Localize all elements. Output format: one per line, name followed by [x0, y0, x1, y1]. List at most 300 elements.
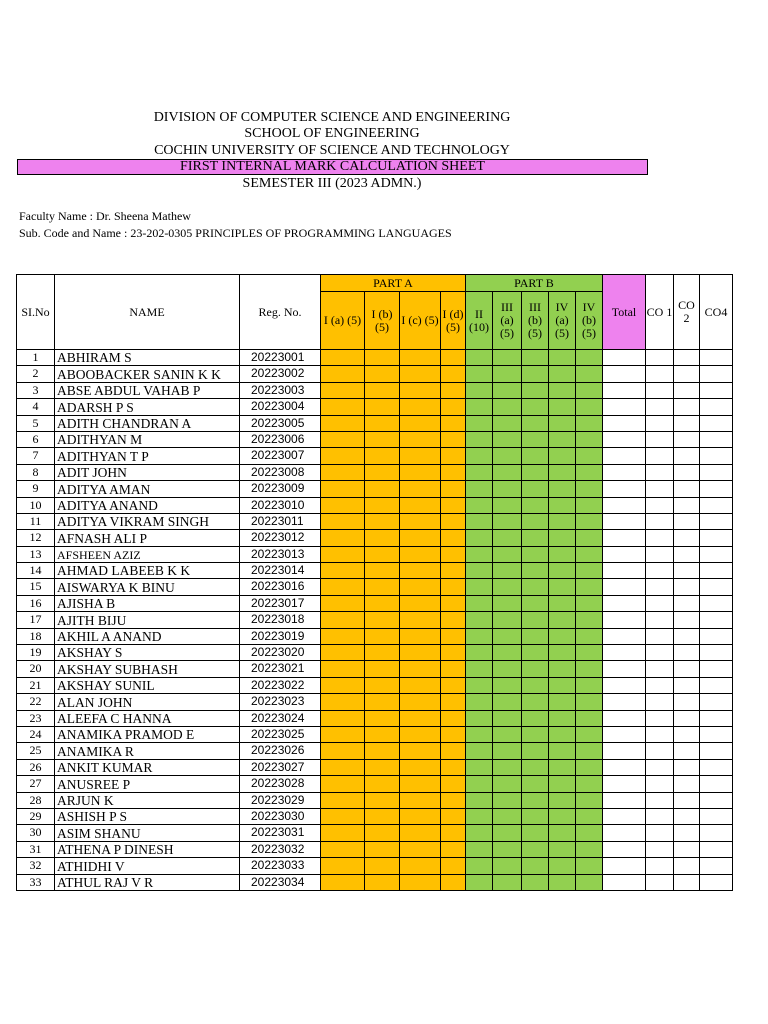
co4-cell[interactable] [700, 694, 733, 710]
part-a-mark-cell[interactable] [400, 464, 441, 480]
part-b-mark-cell[interactable] [493, 645, 522, 661]
part-b-mark-cell[interactable] [493, 776, 522, 792]
part-a-mark-cell[interactable] [400, 350, 441, 366]
part-b-mark-cell[interactable] [522, 677, 549, 693]
co1-cell[interactable] [646, 497, 674, 513]
part-a-mark-cell[interactable] [441, 726, 466, 742]
co1-cell[interactable] [646, 546, 674, 562]
part-b-mark-cell[interactable] [466, 382, 493, 398]
part-a-mark-cell[interactable] [400, 481, 441, 497]
part-b-mark-cell[interactable] [493, 694, 522, 710]
total-cell[interactable] [603, 399, 646, 415]
part-a-mark-cell[interactable] [365, 431, 400, 447]
part-a-mark-cell[interactable] [400, 563, 441, 579]
co2-cell[interactable] [674, 431, 700, 447]
co4-cell[interactable] [700, 431, 733, 447]
co1-cell[interactable] [646, 792, 674, 808]
part-a-mark-cell[interactable] [321, 841, 365, 857]
part-a-mark-cell[interactable] [321, 825, 365, 841]
total-cell[interactable] [603, 645, 646, 661]
total-cell[interactable] [603, 530, 646, 546]
part-b-mark-cell[interactable] [549, 563, 576, 579]
part-a-mark-cell[interactable] [400, 841, 441, 857]
part-b-mark-cell[interactable] [522, 776, 549, 792]
co2-cell[interactable] [674, 350, 700, 366]
co2-cell[interactable] [674, 612, 700, 628]
part-b-mark-cell[interactable] [493, 759, 522, 775]
part-b-mark-cell[interactable] [522, 464, 549, 480]
part-b-mark-cell[interactable] [549, 792, 576, 808]
part-b-mark-cell[interactable] [549, 464, 576, 480]
co1-cell[interactable] [646, 677, 674, 693]
co1-cell[interactable] [646, 743, 674, 759]
part-b-mark-cell[interactable] [549, 612, 576, 628]
co2-cell[interactable] [674, 858, 700, 874]
co4-cell[interactable] [700, 399, 733, 415]
part-a-mark-cell[interactable] [365, 399, 400, 415]
part-b-mark-cell[interactable] [493, 743, 522, 759]
part-b-mark-cell[interactable] [493, 612, 522, 628]
part-a-mark-cell[interactable] [400, 808, 441, 824]
part-b-mark-cell[interactable] [493, 530, 522, 546]
part-b-mark-cell[interactable] [493, 481, 522, 497]
co1-cell[interactable] [646, 694, 674, 710]
co2-cell[interactable] [674, 546, 700, 562]
co1-cell[interactable] [646, 808, 674, 824]
part-b-mark-cell[interactable] [466, 661, 493, 677]
part-b-mark-cell[interactable] [493, 841, 522, 857]
part-b-mark-cell[interactable] [549, 677, 576, 693]
part-b-mark-cell[interactable] [493, 431, 522, 447]
part-b-mark-cell[interactable] [549, 628, 576, 644]
part-a-mark-cell[interactable] [321, 874, 365, 890]
part-a-mark-cell[interactable] [321, 431, 365, 447]
part-b-mark-cell[interactable] [576, 726, 603, 742]
part-a-mark-cell[interactable] [400, 579, 441, 595]
part-a-mark-cell[interactable] [321, 563, 365, 579]
part-b-mark-cell[interactable] [493, 677, 522, 693]
part-a-mark-cell[interactable] [365, 841, 400, 857]
part-b-mark-cell[interactable] [493, 628, 522, 644]
part-a-mark-cell[interactable] [441, 530, 466, 546]
part-a-mark-cell[interactable] [441, 464, 466, 480]
part-a-mark-cell[interactable] [365, 513, 400, 529]
part-a-mark-cell[interactable] [400, 858, 441, 874]
part-b-mark-cell[interactable] [522, 579, 549, 595]
total-cell[interactable] [603, 366, 646, 382]
part-b-mark-cell[interactable] [493, 497, 522, 513]
part-a-mark-cell[interactable] [321, 382, 365, 398]
part-b-mark-cell[interactable] [549, 530, 576, 546]
part-b-mark-cell[interactable] [522, 825, 549, 841]
part-a-mark-cell[interactable] [400, 382, 441, 398]
part-a-mark-cell[interactable] [321, 579, 365, 595]
co2-cell[interactable] [674, 481, 700, 497]
part-b-mark-cell[interactable] [522, 628, 549, 644]
part-b-mark-cell[interactable] [549, 743, 576, 759]
part-b-mark-cell[interactable] [522, 366, 549, 382]
co1-cell[interactable] [646, 382, 674, 398]
total-cell[interactable] [603, 841, 646, 857]
part-b-mark-cell[interactable] [466, 595, 493, 611]
part-b-mark-cell[interactable] [522, 415, 549, 431]
part-b-mark-cell[interactable] [549, 595, 576, 611]
part-b-mark-cell[interactable] [522, 858, 549, 874]
part-b-mark-cell[interactable] [522, 546, 549, 562]
part-b-mark-cell[interactable] [522, 497, 549, 513]
co1-cell[interactable] [646, 431, 674, 447]
part-b-mark-cell[interactable] [493, 710, 522, 726]
part-a-mark-cell[interactable] [400, 628, 441, 644]
part-b-mark-cell[interactable] [493, 350, 522, 366]
part-b-mark-cell[interactable] [522, 350, 549, 366]
part-b-mark-cell[interactable] [493, 415, 522, 431]
part-a-mark-cell[interactable] [441, 415, 466, 431]
part-a-mark-cell[interactable] [441, 874, 466, 890]
part-b-mark-cell[interactable] [576, 481, 603, 497]
part-b-mark-cell[interactable] [576, 677, 603, 693]
part-b-mark-cell[interactable] [522, 612, 549, 628]
co4-cell[interactable] [700, 628, 733, 644]
co1-cell[interactable] [646, 481, 674, 497]
part-b-mark-cell[interactable] [522, 563, 549, 579]
part-b-mark-cell[interactable] [522, 530, 549, 546]
part-b-mark-cell[interactable] [493, 546, 522, 562]
part-b-mark-cell[interactable] [493, 808, 522, 824]
part-b-mark-cell[interactable] [466, 497, 493, 513]
part-a-mark-cell[interactable] [365, 546, 400, 562]
part-b-mark-cell[interactable] [522, 792, 549, 808]
part-b-mark-cell[interactable] [549, 825, 576, 841]
part-a-mark-cell[interactable] [321, 448, 365, 464]
part-b-mark-cell[interactable] [549, 513, 576, 529]
part-a-mark-cell[interactable] [365, 874, 400, 890]
part-a-mark-cell[interactable] [321, 366, 365, 382]
part-a-mark-cell[interactable] [365, 415, 400, 431]
part-a-mark-cell[interactable] [365, 464, 400, 480]
co2-cell[interactable] [674, 677, 700, 693]
part-a-mark-cell[interactable] [441, 513, 466, 529]
co4-cell[interactable] [700, 448, 733, 464]
part-b-mark-cell[interactable] [522, 448, 549, 464]
part-a-mark-cell[interactable] [365, 350, 400, 366]
part-a-mark-cell[interactable] [400, 759, 441, 775]
total-cell[interactable] [603, 546, 646, 562]
part-b-mark-cell[interactable] [466, 563, 493, 579]
part-a-mark-cell[interactable] [441, 350, 466, 366]
part-b-mark-cell[interactable] [466, 628, 493, 644]
co4-cell[interactable] [700, 513, 733, 529]
part-a-mark-cell[interactable] [441, 759, 466, 775]
co4-cell[interactable] [700, 497, 733, 513]
part-b-mark-cell[interactable] [576, 792, 603, 808]
co2-cell[interactable] [674, 808, 700, 824]
part-a-mark-cell[interactable] [400, 645, 441, 661]
part-a-mark-cell[interactable] [441, 628, 466, 644]
co2-cell[interactable] [674, 661, 700, 677]
part-a-mark-cell[interactable] [441, 612, 466, 628]
part-a-mark-cell[interactable] [400, 874, 441, 890]
co1-cell[interactable] [646, 825, 674, 841]
total-cell[interactable] [603, 415, 646, 431]
co1-cell[interactable] [646, 612, 674, 628]
part-a-mark-cell[interactable] [365, 595, 400, 611]
part-a-mark-cell[interactable] [400, 513, 441, 529]
part-a-mark-cell[interactable] [321, 808, 365, 824]
part-b-mark-cell[interactable] [549, 366, 576, 382]
co1-cell[interactable] [646, 858, 674, 874]
part-a-mark-cell[interactable] [441, 808, 466, 824]
part-b-mark-cell[interactable] [549, 431, 576, 447]
co2-cell[interactable] [674, 759, 700, 775]
part-a-mark-cell[interactable] [400, 612, 441, 628]
part-b-mark-cell[interactable] [549, 579, 576, 595]
co2-cell[interactable] [674, 579, 700, 595]
part-b-mark-cell[interactable] [576, 448, 603, 464]
part-b-mark-cell[interactable] [522, 481, 549, 497]
part-b-mark-cell[interactable] [576, 382, 603, 398]
part-b-mark-cell[interactable] [493, 448, 522, 464]
part-b-mark-cell[interactable] [493, 366, 522, 382]
co4-cell[interactable] [700, 546, 733, 562]
part-b-mark-cell[interactable] [576, 530, 603, 546]
part-b-mark-cell[interactable] [576, 464, 603, 480]
part-b-mark-cell[interactable] [493, 464, 522, 480]
part-b-mark-cell[interactable] [493, 513, 522, 529]
part-a-mark-cell[interactable] [365, 382, 400, 398]
part-b-mark-cell[interactable] [493, 661, 522, 677]
part-a-mark-cell[interactable] [321, 743, 365, 759]
part-a-mark-cell[interactable] [400, 677, 441, 693]
co2-cell[interactable] [674, 464, 700, 480]
part-b-mark-cell[interactable] [522, 874, 549, 890]
part-b-mark-cell[interactable] [576, 645, 603, 661]
part-a-mark-cell[interactable] [365, 710, 400, 726]
part-b-mark-cell[interactable] [549, 382, 576, 398]
part-a-mark-cell[interactable] [441, 563, 466, 579]
co4-cell[interactable] [700, 382, 733, 398]
co4-cell[interactable] [700, 841, 733, 857]
co2-cell[interactable] [674, 743, 700, 759]
total-cell[interactable] [603, 563, 646, 579]
total-cell[interactable] [603, 595, 646, 611]
co4-cell[interactable] [700, 645, 733, 661]
co1-cell[interactable] [646, 464, 674, 480]
part-b-mark-cell[interactable] [522, 431, 549, 447]
part-a-mark-cell[interactable] [365, 448, 400, 464]
part-b-mark-cell[interactable] [466, 366, 493, 382]
co1-cell[interactable] [646, 726, 674, 742]
co2-cell[interactable] [674, 645, 700, 661]
part-b-mark-cell[interactable] [493, 858, 522, 874]
co4-cell[interactable] [700, 808, 733, 824]
part-b-mark-cell[interactable] [549, 399, 576, 415]
co2-cell[interactable] [674, 726, 700, 742]
co2-cell[interactable] [674, 710, 700, 726]
co4-cell[interactable] [700, 726, 733, 742]
part-a-mark-cell[interactable] [321, 776, 365, 792]
co2-cell[interactable] [674, 792, 700, 808]
co1-cell[interactable] [646, 776, 674, 792]
part-b-mark-cell[interactable] [466, 694, 493, 710]
part-b-mark-cell[interactable] [576, 563, 603, 579]
co1-cell[interactable] [646, 759, 674, 775]
part-a-mark-cell[interactable] [321, 513, 365, 529]
part-a-mark-cell[interactable] [321, 645, 365, 661]
co1-cell[interactable] [646, 448, 674, 464]
part-b-mark-cell[interactable] [576, 595, 603, 611]
co2-cell[interactable] [674, 366, 700, 382]
part-b-mark-cell[interactable] [522, 808, 549, 824]
part-b-mark-cell[interactable] [576, 350, 603, 366]
part-a-mark-cell[interactable] [365, 481, 400, 497]
part-b-mark-cell[interactable] [466, 743, 493, 759]
part-a-mark-cell[interactable] [400, 710, 441, 726]
co1-cell[interactable] [646, 563, 674, 579]
co2-cell[interactable] [674, 399, 700, 415]
part-b-mark-cell[interactable] [466, 759, 493, 775]
part-b-mark-cell[interactable] [549, 481, 576, 497]
total-cell[interactable] [603, 726, 646, 742]
total-cell[interactable] [603, 743, 646, 759]
co2-cell[interactable] [674, 841, 700, 857]
total-cell[interactable] [603, 710, 646, 726]
part-a-mark-cell[interactable] [441, 858, 466, 874]
co2-cell[interactable] [674, 530, 700, 546]
part-b-mark-cell[interactable] [549, 497, 576, 513]
part-a-mark-cell[interactable] [400, 776, 441, 792]
part-a-mark-cell[interactable] [321, 595, 365, 611]
total-cell[interactable] [603, 792, 646, 808]
part-a-mark-cell[interactable] [400, 366, 441, 382]
part-a-mark-cell[interactable] [441, 710, 466, 726]
part-a-mark-cell[interactable] [321, 497, 365, 513]
part-a-mark-cell[interactable] [321, 481, 365, 497]
part-b-mark-cell[interactable] [493, 792, 522, 808]
co2-cell[interactable] [674, 563, 700, 579]
total-cell[interactable] [603, 382, 646, 398]
part-b-mark-cell[interactable] [549, 415, 576, 431]
total-cell[interactable] [603, 464, 646, 480]
co1-cell[interactable] [646, 415, 674, 431]
total-cell[interactable] [603, 661, 646, 677]
part-a-mark-cell[interactable] [441, 497, 466, 513]
part-b-mark-cell[interactable] [522, 595, 549, 611]
part-b-mark-cell[interactable] [466, 792, 493, 808]
co2-cell[interactable] [674, 382, 700, 398]
co4-cell[interactable] [700, 366, 733, 382]
co1-cell[interactable] [646, 579, 674, 595]
total-cell[interactable] [603, 825, 646, 841]
part-b-mark-cell[interactable] [466, 874, 493, 890]
part-b-mark-cell[interactable] [549, 710, 576, 726]
co4-cell[interactable] [700, 579, 733, 595]
part-a-mark-cell[interactable] [441, 579, 466, 595]
total-cell[interactable] [603, 448, 646, 464]
co1-cell[interactable] [646, 661, 674, 677]
part-a-mark-cell[interactable] [365, 612, 400, 628]
co4-cell[interactable] [700, 595, 733, 611]
part-b-mark-cell[interactable] [466, 710, 493, 726]
co4-cell[interactable] [700, 563, 733, 579]
part-a-mark-cell[interactable] [400, 792, 441, 808]
part-b-mark-cell[interactable] [576, 759, 603, 775]
co1-cell[interactable] [646, 645, 674, 661]
co4-cell[interactable] [700, 661, 733, 677]
co1-cell[interactable] [646, 710, 674, 726]
co2-cell[interactable] [674, 595, 700, 611]
part-b-mark-cell[interactable] [466, 431, 493, 447]
part-a-mark-cell[interactable] [365, 645, 400, 661]
total-cell[interactable] [603, 431, 646, 447]
part-b-mark-cell[interactable] [493, 825, 522, 841]
part-a-mark-cell[interactable] [321, 612, 365, 628]
part-a-mark-cell[interactable] [441, 841, 466, 857]
part-b-mark-cell[interactable] [466, 677, 493, 693]
part-b-mark-cell[interactable] [549, 776, 576, 792]
co2-cell[interactable] [674, 448, 700, 464]
part-a-mark-cell[interactable] [365, 579, 400, 595]
part-a-mark-cell[interactable] [441, 694, 466, 710]
part-a-mark-cell[interactable] [441, 776, 466, 792]
part-a-mark-cell[interactable] [441, 431, 466, 447]
part-b-mark-cell[interactable] [466, 645, 493, 661]
total-cell[interactable] [603, 759, 646, 775]
part-b-mark-cell[interactable] [576, 661, 603, 677]
co4-cell[interactable] [700, 530, 733, 546]
co4-cell[interactable] [700, 743, 733, 759]
part-a-mark-cell[interactable] [441, 546, 466, 562]
part-b-mark-cell[interactable] [576, 710, 603, 726]
part-a-mark-cell[interactable] [400, 726, 441, 742]
part-a-mark-cell[interactable] [441, 825, 466, 841]
part-a-mark-cell[interactable] [400, 546, 441, 562]
part-b-mark-cell[interactable] [549, 661, 576, 677]
part-a-mark-cell[interactable] [400, 530, 441, 546]
part-b-mark-cell[interactable] [576, 874, 603, 890]
part-a-mark-cell[interactable] [365, 563, 400, 579]
part-b-mark-cell[interactable] [466, 481, 493, 497]
part-a-mark-cell[interactable] [365, 530, 400, 546]
part-b-mark-cell[interactable] [466, 415, 493, 431]
part-b-mark-cell[interactable] [549, 841, 576, 857]
total-cell[interactable] [603, 776, 646, 792]
part-a-mark-cell[interactable] [365, 726, 400, 742]
co1-cell[interactable] [646, 366, 674, 382]
co4-cell[interactable] [700, 759, 733, 775]
part-b-mark-cell[interactable] [549, 694, 576, 710]
part-a-mark-cell[interactable] [441, 595, 466, 611]
part-a-mark-cell[interactable] [321, 399, 365, 415]
part-a-mark-cell[interactable] [441, 645, 466, 661]
part-a-mark-cell[interactable] [441, 448, 466, 464]
part-b-mark-cell[interactable] [493, 595, 522, 611]
part-b-mark-cell[interactable] [493, 579, 522, 595]
part-b-mark-cell[interactable] [493, 399, 522, 415]
part-a-mark-cell[interactable] [365, 759, 400, 775]
part-b-mark-cell[interactable] [466, 546, 493, 562]
total-cell[interactable] [603, 579, 646, 595]
part-b-mark-cell[interactable] [522, 743, 549, 759]
co1-cell[interactable] [646, 628, 674, 644]
part-b-mark-cell[interactable] [522, 726, 549, 742]
part-a-mark-cell[interactable] [441, 677, 466, 693]
part-b-mark-cell[interactable] [576, 776, 603, 792]
part-b-mark-cell[interactable] [522, 841, 549, 857]
part-b-mark-cell[interactable] [466, 530, 493, 546]
total-cell[interactable] [603, 874, 646, 890]
total-cell[interactable] [603, 497, 646, 513]
